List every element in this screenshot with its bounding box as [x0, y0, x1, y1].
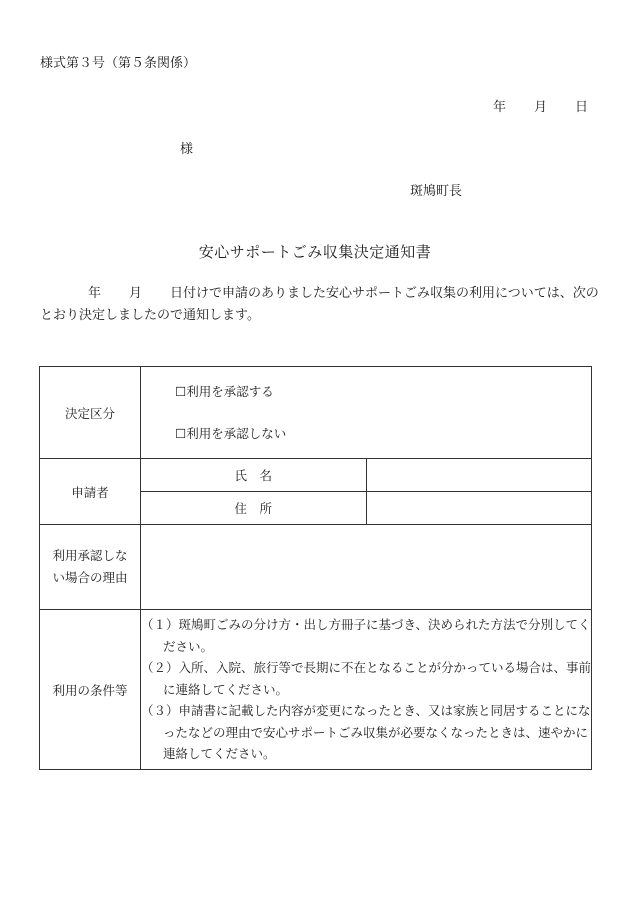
- conditions-row: [40, 610, 592, 770]
- reason-field[interactable]: [141, 525, 592, 610]
- reason-label-line1: 利用承認しな: [52, 548, 128, 563]
- conditions-label: 利用の条件等: [40, 610, 141, 770]
- issuer-name: 斑鳩町長: [410, 184, 463, 199]
- name-field[interactable]: [366, 459, 592, 492]
- reason-row: [40, 525, 592, 610]
- address-field[interactable]: [366, 492, 592, 525]
- notice-body: [40, 283, 600, 327]
- condition-item: （２）入所、入院、旅行等で長期に不在となることが分かっている場合は、事前に連絡してください。: [141, 660, 592, 697]
- condition-item: （１）斑鳩町ごみの分け方・出し方冊子に基づき、決められた方法で分別してください。: [141, 617, 591, 654]
- applicant-label: 申請者: [40, 459, 141, 525]
- body-year-label: 年: [88, 286, 102, 301]
- option-deny[interactable]: [141, 424, 591, 444]
- date-day-label: 日: [575, 100, 589, 115]
- decision-row: [40, 367, 592, 459]
- applicant-name-row: [40, 459, 592, 492]
- conditions-list: [141, 610, 592, 770]
- decision-table: [39, 366, 592, 770]
- checkbox-deny[interactable]: ☐: [175, 425, 187, 441]
- body-month-label: 月: [129, 286, 143, 301]
- date-year-label: 年: [493, 100, 507, 115]
- address-label: 住 所: [141, 492, 367, 525]
- date-month-label: 月: [534, 100, 548, 115]
- checkbox-approve[interactable]: ☐: [175, 383, 187, 399]
- reason-label-line2: い場合の理由: [52, 570, 128, 585]
- option-approve[interactable]: [141, 382, 591, 402]
- option-deny-label: 利用を承認しない: [186, 425, 287, 441]
- form-number: 様式第３号（第５条関係）: [40, 56, 197, 71]
- reason-label: [40, 525, 141, 610]
- document-title: 安心サポートごみ収集決定通知書: [198, 243, 432, 261]
- condition-item: （３）申請書に記載した内容が変更になったとき、又は家族と同居することになったなどの理由で安心サポートごみ収集が必要なくなったときは、速やかに連絡してください。: [141, 703, 591, 762]
- name-label: 氏 名: [141, 459, 367, 492]
- body-text: 日付けで申請のありました安心サポートごみ収集の利用については、次のとおり決定しましたので通知します。: [40, 286, 599, 323]
- decision-options: [141, 367, 592, 459]
- addressee-suffix: 様: [180, 142, 194, 157]
- option-approve-label: 利用を承認する: [186, 383, 274, 399]
- decision-label: 決定区分: [40, 367, 141, 459]
- issue-date-line: [493, 96, 588, 115]
